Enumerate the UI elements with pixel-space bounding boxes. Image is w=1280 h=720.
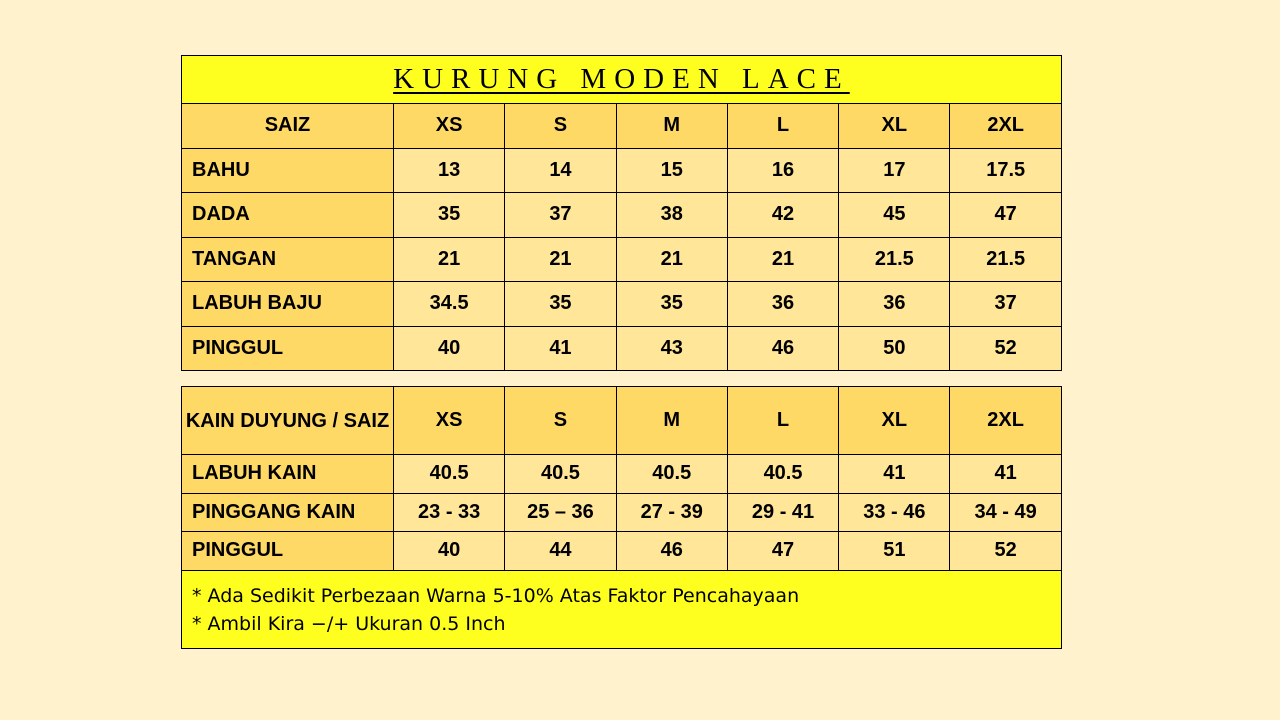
header-cell: S [505, 104, 616, 149]
value-cell: 21 [394, 237, 505, 282]
value-cell: 37 [505, 193, 616, 238]
value-cell: 21.5 [950, 237, 1061, 282]
size-table-baju [181, 55, 1062, 371]
table-row [182, 326, 1062, 371]
value-cell: 40.5 [727, 455, 838, 494]
value-cell: 40.5 [394, 455, 505, 494]
value-cell: 40.5 [505, 455, 616, 494]
header-row [182, 387, 1062, 455]
value-cell: 46 [616, 532, 727, 571]
row-label: BAHU [182, 148, 394, 193]
value-cell: 36 [839, 282, 950, 327]
value-cell: 51 [839, 532, 950, 571]
note-line: * Ambil Kira −/+ Ukuran 0.5 Inch [192, 613, 506, 635]
value-cell: 35 [394, 193, 505, 238]
row-label: PINGGUL [182, 532, 394, 571]
value-cell: 21 [727, 237, 838, 282]
value-cell: 35 [505, 282, 616, 327]
value-cell: 40 [394, 532, 505, 571]
value-cell: 14 [505, 148, 616, 193]
value-cell: 52 [950, 532, 1061, 571]
table-row [182, 282, 1062, 327]
table-row [182, 148, 1062, 193]
header-cell: L [727, 387, 838, 455]
value-cell: 33 - 46 [839, 493, 950, 532]
value-cell: 41 [950, 455, 1061, 494]
header-cell: M [616, 104, 727, 149]
row-label: DADA [182, 193, 394, 238]
value-cell: 13 [394, 148, 505, 193]
value-cell: 47 [950, 193, 1061, 238]
row-label: LABUH KAIN [182, 455, 394, 494]
header-cell: L [727, 104, 838, 149]
table-title [182, 56, 1062, 104]
value-cell: 41 [505, 326, 616, 371]
table-row [182, 193, 1062, 238]
value-cell: 44 [505, 532, 616, 571]
header-cell: SAIZ [182, 104, 394, 149]
value-cell: 40.5 [616, 455, 727, 494]
header-cell: 2XL [950, 104, 1061, 149]
row-label: PINGGANG KAIN [182, 493, 394, 532]
header-cell: KAIN DUYUNG / SAIZ [182, 387, 394, 455]
row-label: LABUH BAJU [182, 282, 394, 327]
table-row [182, 493, 1062, 532]
value-cell: 27 - 39 [616, 493, 727, 532]
value-cell: 21.5 [839, 237, 950, 282]
value-cell: 47 [727, 532, 838, 571]
value-cell: 37 [950, 282, 1061, 327]
value-cell: 15 [616, 148, 727, 193]
table-row [182, 532, 1062, 571]
header-cell: 2XL [950, 387, 1061, 455]
value-cell: 17.5 [950, 148, 1061, 193]
value-cell: 25 – 36 [505, 493, 616, 532]
header-cell: XS [394, 387, 505, 455]
note-line: * Ada Sedikit Perbezaan Warna 5-10% Atas Faktor Pencahayaan [192, 585, 800, 607]
row-label: PINGGUL [182, 326, 394, 371]
value-cell: 52 [950, 326, 1061, 371]
value-cell: 43 [616, 326, 727, 371]
header-cell: M [616, 387, 727, 455]
size-table-kain [181, 386, 1062, 649]
header-cell: S [505, 387, 616, 455]
value-cell: 36 [727, 282, 838, 327]
value-cell: 34 - 49 [950, 493, 1061, 532]
value-cell: 42 [727, 193, 838, 238]
value-cell: 46 [727, 326, 838, 371]
value-cell: 29 - 41 [727, 493, 838, 532]
value-cell: 40 [394, 326, 505, 371]
value-cell: 34.5 [394, 282, 505, 327]
value-cell: 50 [839, 326, 950, 371]
row-label: TANGAN [182, 237, 394, 282]
value-cell: 16 [727, 148, 838, 193]
title-text: KURUNG MODEN LACE [393, 63, 850, 95]
value-cell: 17 [839, 148, 950, 193]
value-cell: 35 [616, 282, 727, 327]
value-cell: 41 [839, 455, 950, 494]
notes-box [182, 570, 1062, 648]
value-cell: 38 [616, 193, 727, 238]
header-cell: XS [394, 104, 505, 149]
header-cell: XL [839, 104, 950, 149]
header-row [182, 104, 1062, 149]
header-cell: XL [839, 387, 950, 455]
value-cell: 21 [505, 237, 616, 282]
value-cell: 23 - 33 [394, 493, 505, 532]
table-row [182, 455, 1062, 494]
value-cell: 21 [616, 237, 727, 282]
table-row [182, 237, 1062, 282]
value-cell: 45 [839, 193, 950, 238]
